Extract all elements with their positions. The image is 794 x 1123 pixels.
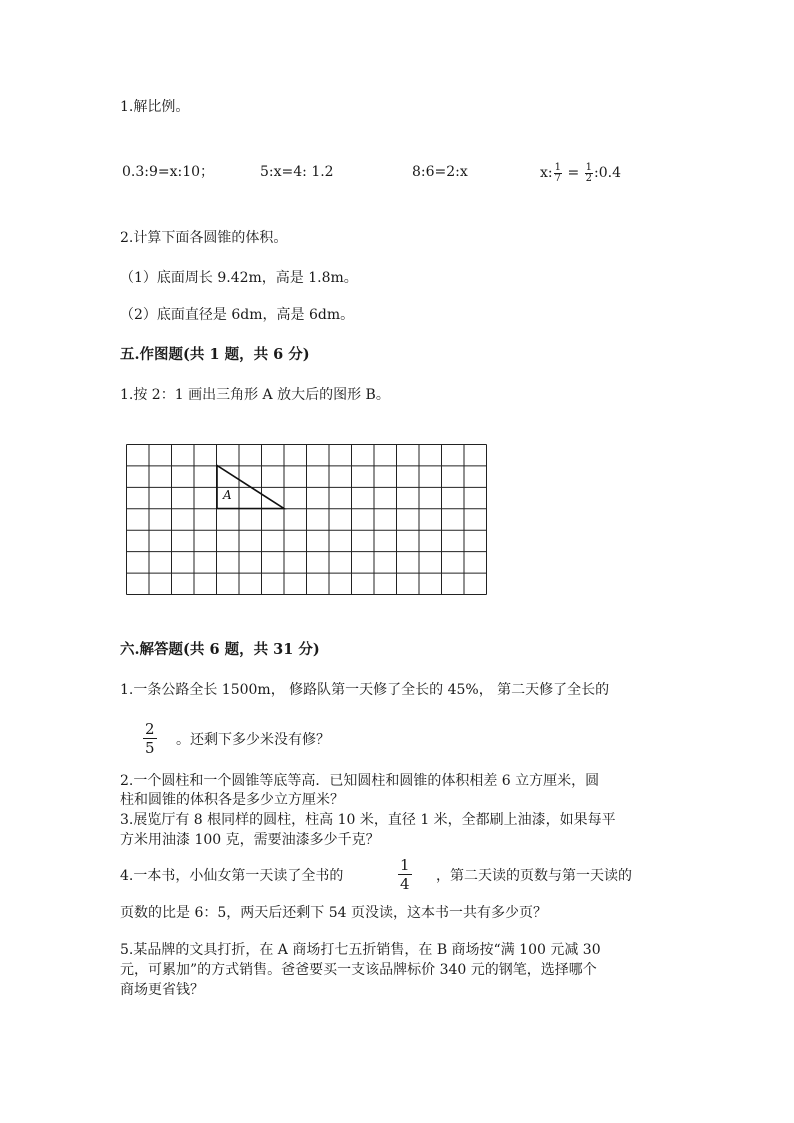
fraction-numerator: 1 [400,856,410,874]
answer-question-5-line-3: 商场更省钱？ [120,982,204,998]
fraction-numerator: 1 [585,161,593,173]
equation-4-suffix: :0.4 [594,165,621,181]
triangle-a-label: A [223,488,232,502]
fraction-denominator: 4 [400,875,410,893]
answer-question-4-line-2: 页数的比是 6：5，两天后还剩下 54 页没读，这本书一共有多少页？ [120,905,547,921]
question-2-part-a: （1）底面周长 9.42m，高是 1.8m。 [120,270,358,286]
drawing-question-1: 1.按 2：1 画出三角形 A 放大后的图形 B。 [120,387,390,403]
answer-question-3-line-1: 3.展览厅有 8 根同样的圆柱，柱高 10 米，直径 1 米，全都刷上油漆，如果每平 [120,812,616,828]
fraction-numerator: 1 [554,161,561,173]
equation-4-fraction-b [585,163,593,184]
equation-4-equals: = [563,165,584,181]
answer-question-1-line-2: 。还剩下多少米没有修？ [176,732,330,748]
answer-question-5-line-1: 5.某品牌的文具打折，在 A 商场打七五折销售，在 B 商场按“满 100 元减 30 [120,942,601,958]
question-1-title: 1.解比例。 [120,99,190,115]
answer-question-4-fraction [398,856,412,893]
answer-question-2-line-1: 2.一个圆柱和一个圆锥等底等高．已知圆柱和圆锥的体积相差 6 立方厘米，圆 [120,773,600,789]
fraction-denominator: 2 [585,172,593,184]
question-2-title: 2.计算下面各圆锥的体积。 [120,230,288,246]
answer-question-5-line-2: 元，可累加”的方式销售。爸爸要买一支该品牌标价 340 元的钢笔，选择哪个 [120,962,597,978]
section-6-heading: 六.解答题(共 6 题，共 31 分) [120,641,320,658]
answer-question-4-line-1b: ，第二天读的页数与第一天读的 [436,868,632,884]
equation-3: 8:6=2:x [412,164,468,180]
answer-question-3-line-2: 方米用油漆 100 克，需要油漆多少千克？ [120,832,380,848]
answer-question-4-line-1a: 4.一本书，小仙女第一天读了全书的 [120,868,344,884]
grid-lines [127,445,487,595]
drawing-grid [126,444,490,596]
answer-question-1-fraction [143,720,157,757]
equation-4 [540,160,621,186]
equation-4-fraction-a [554,163,562,184]
fraction-numerator: 2 [145,720,155,738]
question-2-part-b: （2）底面直径是 6dm，高是 6dm。 [120,307,355,323]
answer-question-1-line-1: 1.一条公路全长 1500m， 修路队第一天修了全长的 45%， 第二天修了全长的 [120,682,610,698]
equation-4-prefix: x: [540,165,553,181]
answer-question-2-line-2: 柱和圆锥的体积各是多少立方厘米？ [120,792,344,808]
section-5-heading: 五.作图题(共 1 题，共 6 分) [120,346,310,363]
fraction-denominator: 5 [145,739,155,757]
equation-1: 0.3:9=x:10； [122,164,215,180]
fraction-denominator: 7 [554,172,561,184]
equation-2: 5:x=4: 1.2 [260,164,334,180]
